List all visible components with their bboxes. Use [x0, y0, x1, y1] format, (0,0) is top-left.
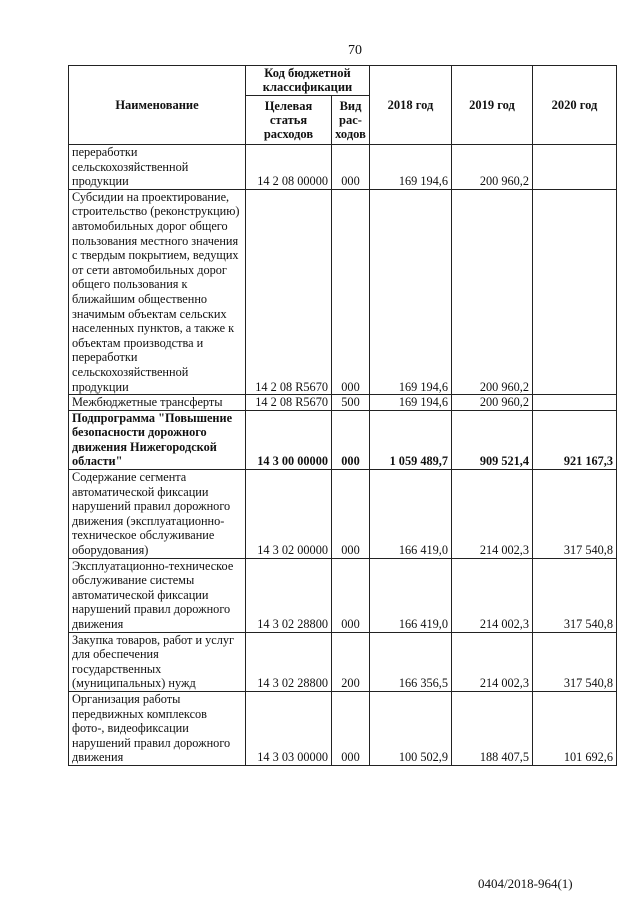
cell-y2019: 200 960,2 [452, 189, 533, 394]
cell-name: Содержание сегмента автоматической фиксации нарушений правил дорожного движения (эксплуатационно-техническое обслуживание оборудования) [69, 470, 246, 559]
header-target-article: Целевая статья расходов [246, 95, 332, 144]
cell-y2020: 921 167,3 [533, 410, 617, 469]
cell-y2020: 317 540,8 [533, 558, 617, 632]
cell-y2018: 169 194,6 [370, 145, 452, 190]
cell-type: 000 [332, 410, 370, 469]
cell-name: переработки сельскохозяйственной продукции [69, 145, 246, 190]
cell-y2019: 214 002,3 [452, 632, 533, 691]
page-number: 70 [348, 43, 362, 58]
cell-type: 200 [332, 632, 370, 691]
cell-type: 500 [332, 395, 370, 411]
cell-y2019: 214 002,3 [452, 558, 533, 632]
cell-code: 14 3 02 28800 [246, 632, 332, 691]
cell-y2018: 169 194,6 [370, 189, 452, 394]
table-row [69, 145, 617, 190]
table-row [69, 470, 617, 559]
header-expense-type: Вид рас-ходов [332, 95, 370, 144]
cell-name: Межбюджетные трансферты [69, 395, 246, 411]
cell-y2019: 200 960,2 [452, 145, 533, 190]
table-row [69, 558, 617, 632]
document-code: 0404/2018-964(1) [478, 876, 573, 891]
cell-name: Закупка товаров, работ и услуг для обеспечения государственных (муниципальных) нужд [69, 632, 246, 691]
table-row [69, 632, 617, 691]
cell-y2020: 317 540,8 [533, 470, 617, 559]
table-row [69, 691, 617, 765]
cell-code: 14 3 02 28800 [246, 558, 332, 632]
cell-type: 000 [332, 691, 370, 765]
cell-code: 14 3 00 00000 [246, 410, 332, 469]
cell-y2019: 909 521,4 [452, 410, 533, 469]
cell-y2020: 317 540,8 [533, 632, 617, 691]
cell-type: 000 [332, 558, 370, 632]
cell-y2020 [533, 145, 617, 190]
cell-name: Субсидии на проектирование, строительство (реконструкцию) автомобильных дорог общего пользования местного значения с твердым покрытием, ведущих от сети автомобильных дорог общего пользования к ближайшим общественно значимым объектам сельских населенных пунктов, а также к объектам производства и переработки сельскохозяйственной продукции [69, 189, 246, 394]
table-row [69, 189, 617, 394]
cell-y2018: 166 419,0 [370, 558, 452, 632]
cell-y2018: 166 356,5 [370, 632, 452, 691]
table-row [69, 410, 617, 469]
cell-y2019: 214 002,3 [452, 470, 533, 559]
cell-name: Эксплуатационно-техническое обслуживание системы автоматической фиксации нарушений правил дорожного движения [69, 558, 246, 632]
cell-y2020 [533, 189, 617, 394]
cell-y2019: 188 407,5 [452, 691, 533, 765]
cell-y2020: 101 692,6 [533, 691, 617, 765]
header-2020: 2020 год [533, 66, 617, 145]
cell-type: 000 [332, 145, 370, 190]
cell-code: 14 3 02 00000 [246, 470, 332, 559]
header-name: Наименование [69, 66, 246, 145]
table-row [69, 395, 617, 411]
header-2019: 2019 год [452, 66, 533, 145]
header-code-group: Код бюджетной классификации [246, 66, 370, 96]
cell-code: 14 3 03 00000 [246, 691, 332, 765]
cell-name: Организация работы передвижных комплексов фото-, видеофиксации нарушений правил дорожного движения [69, 691, 246, 765]
cell-y2018: 169 194,6 [370, 395, 452, 411]
cell-code: 14 2 08 R5670 [246, 395, 332, 411]
cell-y2018: 166 419,0 [370, 470, 452, 559]
budget-table [68, 65, 617, 766]
cell-code: 14 2 08 R5670 [246, 189, 332, 394]
cell-y2019: 200 960,2 [452, 395, 533, 411]
cell-y2020 [533, 395, 617, 411]
cell-y2018: 1 059 489,7 [370, 410, 452, 469]
cell-type: 000 [332, 189, 370, 394]
cell-code: 14 2 08 00000 [246, 145, 332, 190]
cell-y2018: 100 502,9 [370, 691, 452, 765]
cell-name: Подпрограмма "Повышение безопасности дорожного движения Нижегородской области" [69, 410, 246, 469]
header-2018: 2018 год [370, 66, 452, 145]
cell-type: 000 [332, 470, 370, 559]
